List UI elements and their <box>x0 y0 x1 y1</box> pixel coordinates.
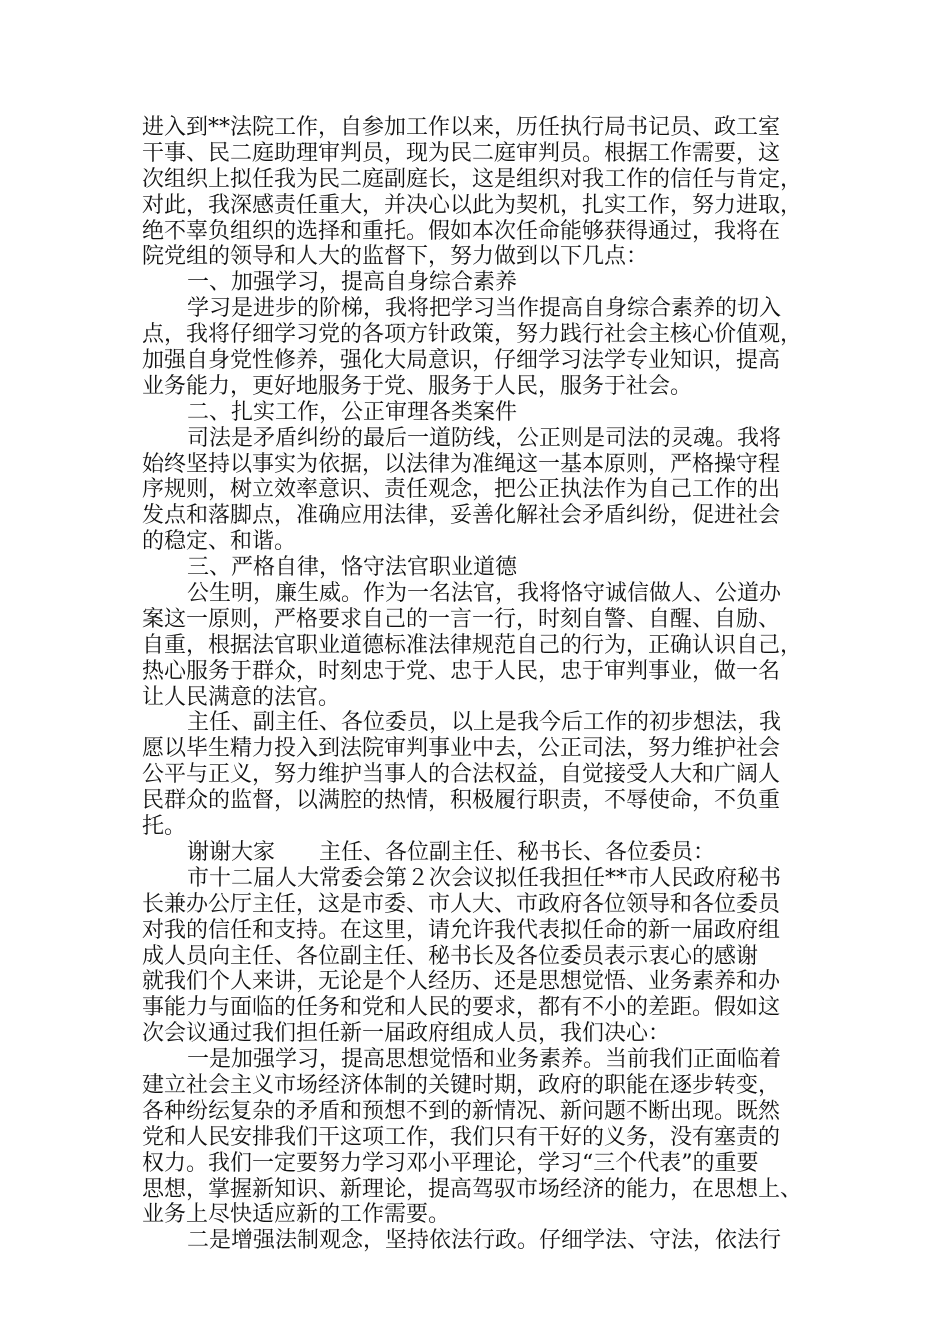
text-line: 序规则，树立效率意识、责任观念，把公正执法作为自己工作的出 <box>142 477 781 503</box>
text-line: 党和人民安排我们干这项工作，我们只有干好的义务，没有塞责的 <box>142 1124 781 1150</box>
text-line: 让人民满意的法官。 <box>142 684 341 710</box>
text-line: 就我们个人来讲，无论是个人经历、还是思想觉悟、业务素养和办 <box>142 969 781 995</box>
text-line: 愿以毕生精力投入到法院审判事业中去，公正司法，努力维护社会 <box>142 736 781 762</box>
text-line: 热心服务于群众，时刻忠于党、忠于人民，忠于审判事业，做一名 <box>142 658 781 684</box>
text-line: 一是加强学习，提高思想觉悟和业务素养。当前我们正面临着 <box>187 1047 782 1073</box>
text-line: 公平与正义，努力维护当事人的合法权益，自觉接受人大和广阔人 <box>142 762 781 788</box>
text-line: 学习是进步的阶梯，我将把学习当作提高自身综合素养的切入 <box>187 296 782 322</box>
text-line: 一、加强学习，提高自身综合素养 <box>187 270 518 296</box>
text-line: 业务上尽快适应新的工作需要。 <box>142 1202 451 1228</box>
text-line: 院党组的领导和人大的监督下，努力做到以下几点： <box>142 244 649 270</box>
text-line: 主任、副主任、各位委员，以上是我今后工作的初步想法，我 <box>187 710 782 736</box>
text-line: 自重，根据法官职业道德标准法律规范自己的行为，正确认识自己， <box>142 632 803 658</box>
text-line: 思想，掌握新知识、新理论，提高驾驭市场经济的能力，在思想上、 <box>142 1176 803 1202</box>
text-line: 各种纷纭复杂的矛盾和预想不到的新情况、新问题不断出现。既然 <box>142 1098 781 1124</box>
text-line: 案这一原则，严格要求自己的一言一行，时刻自警、自醒、自励、 <box>142 606 781 632</box>
text-line: 点，我将仔细学习党的各项方针政策，努力践行社会主核心价值观， <box>142 322 803 348</box>
text-line: 二、扎实工作，公正审理各类案件 <box>187 399 518 425</box>
text-line: 二是增强法制观念，坚持依法行政。仔细学法、守法，依法行 <box>187 1228 782 1254</box>
text-line: 权力。我们一定要努力学习邓小平理论，学习“三个代表”的重要 <box>142 1150 759 1176</box>
text-line: 三、严格自律，恪守法官职业道德 <box>187 555 518 581</box>
text-line: 对此，我深感责任重大，并决心以此为契机，扎实工作，努力进取， <box>142 192 803 218</box>
text-line: 次会议通过我们担任新一届政府组成人员，我们决心： <box>142 1021 671 1047</box>
text-line: 次组织上拟任我为民二庭副庭长，这是组织对我工作的信任与肯定， <box>142 166 803 192</box>
text-line: 进入到**法院工作，自参加工作以来，历任执行局书记员、政工室 <box>142 115 781 140</box>
text-line: 市十二届人大常委会第２次会议拟任我担任**市人民政府秘书 <box>187 865 782 891</box>
text-line: 绝不辜负组织的选择和重托。假如本次任命能够获得通过，我将在 <box>142 218 781 244</box>
text-line: 的稳定、和谐。 <box>142 529 297 555</box>
text-line: 谢谢大家 主任、各位副主任、秘书长、各位委员： <box>187 839 716 865</box>
text-line: 托。 <box>142 814 187 840</box>
text-line: 成人员向主任、各位副主任、秘书长及各位委员表示衷心的感谢 <box>142 943 759 969</box>
document-page <box>142 115 832 1254</box>
text-line: 事能力与面临的任务和党和人民的要求，都有不小的差距。假如这 <box>142 995 781 1021</box>
text-line: 长兼办公厅主任，这是市委、市人大、市政府各位领导和各位委员 <box>142 891 781 917</box>
text-line: 公生明，廉生威。作为一名法官，我将恪守诚信做人、公道办 <box>187 581 782 607</box>
text-line: 民群众的监督，以满腔的热情，积极履行职责，不辱使命，不负重 <box>142 788 781 814</box>
text-line: 建立社会主义市场经济体制的关键时期，政府的职能在逐步转变， <box>142 1072 781 1098</box>
text-line: 发点和落脚点，准确应用法律，妥善化解社会矛盾纠纷，促进社会 <box>142 503 781 529</box>
text-line: 业务能力，更好地服务于党、服务于人民，服务于社会。 <box>142 373 693 399</box>
text-line: 司法是矛盾纠纷的最后一道防线，公正则是司法的灵魂。我将 <box>187 425 782 451</box>
text-line: 始终坚持以事实为依据，以法律为准绳这一基本原则，严格操守程 <box>142 451 781 477</box>
text-line: 对我的信任和支持。在这里，请允许我代表拟任命的新一届政府组 <box>142 917 781 943</box>
text-line: 干事、民二庭助理审判员，现为民二庭审判员。根据工作需要，这 <box>142 140 781 166</box>
text-line: 加强自身党性修养，强化大局意识，仔细学习法学专业知识，提高 <box>142 348 781 374</box>
